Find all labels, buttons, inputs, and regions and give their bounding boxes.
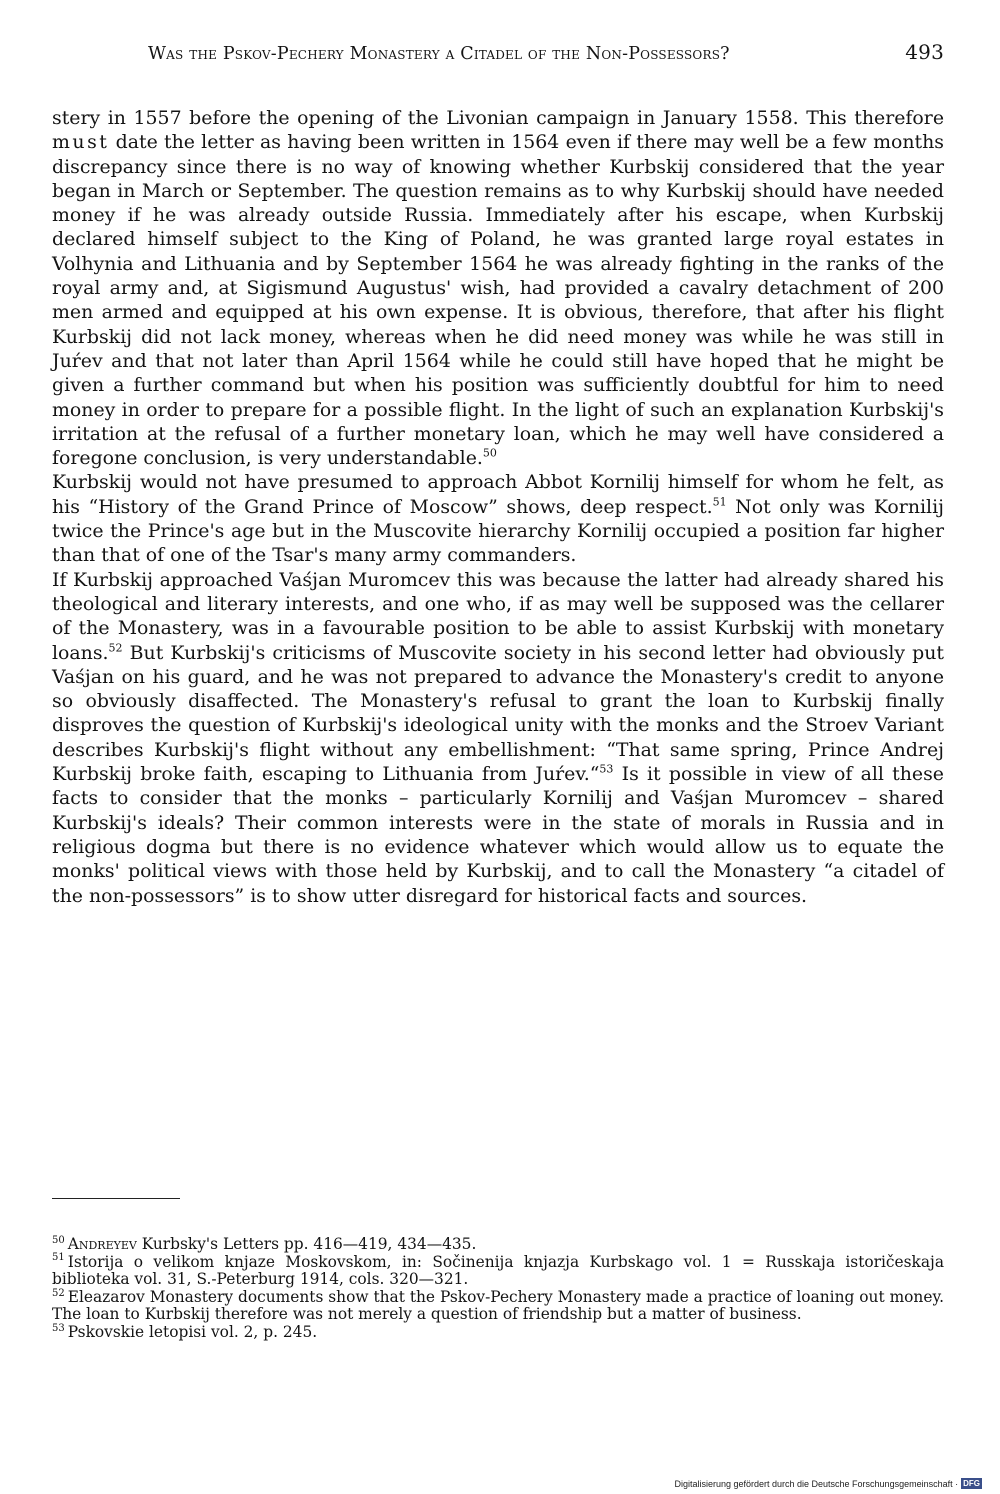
- running-title: Was the Pskov-Pechery Monastery a Citadel of the Non-Possessors?: [148, 44, 730, 64]
- paragraph-1: [52, 106, 944, 470]
- running-head: [52, 40, 944, 82]
- footnote-50: [52, 1236, 944, 1254]
- footnote-53: [52, 1324, 944, 1342]
- body-text: [52, 106, 944, 908]
- footnote-51: [52, 1254, 944, 1289]
- paragraph-2-text-b: Not only was Kornilij twice the Prince's age but in the Muscovite hierarchy Kornilij occupied a position far higher than that of one of the Tsar's many army commanders.: [52, 495, 944, 567]
- paragraph-3: [52, 568, 944, 908]
- paragraph-3-text-b: But Kurbskij's criticisms of Muscovite society in his second letter had obviously put Vaśjan on his guard, and he was not prepared to advance the Monastery's credit to anyone so obviously disaffected. The Monastery's refusal to grant the loan to Kurbskij finally disproves the question of Kurbskij's ideological unity with the monks and the Stroev Variant describes Kurbskij's flight without any embellishment: “That same spring, Prince Andrej Kurbskij broke faith, escaping to Lithuania from Juŕev.“: [52, 641, 944, 786]
- footnotes: [52, 1236, 944, 1342]
- paragraph-2-text-a: Kurbskij would not have presumed to approach Abbot Kornilij himself for whom he felt, as his “History of the Grand Prince of Moscow” shows, deep respect.: [52, 471, 944, 518]
- paragraph-1-emphasis: must: [52, 131, 110, 154]
- footnote-ref-51[interactable]: 51: [712, 495, 727, 509]
- page: [52, 40, 944, 908]
- footnote-ref-52[interactable]: 52: [108, 641, 123, 655]
- paragraph-3-text-c: Is it possible in view of all these facts to consider that the monks – particularly Kornilij and Vaśjan Muromcev – shared Kurbskij's ideals? Their common interests were in the state of morals in Russia and in religious dogma but there is no evidence whatever which would allow us to equate the monks' political views with those held by Kurbskij, and to call the Monastery “a citadel of the non-possessors” is to show utter disregard for historical facts and sources.: [52, 763, 944, 907]
- footnote-text: Istorija o velikom knjaze Moskovskom, in: Sočinenija knjazja Kurbskago vol. 1 = Russkaja istoričeskaja biblioteka vol. 31, S.-Peterburg 1914, cols. 320—321.: [52, 1252, 944, 1289]
- dfg-logo: DFG: [963, 1479, 980, 1488]
- paragraph-3-text-a: If Kurbskij approached Vaśjan Muromcev this was because the latter had already shared his theological and literary interests, and one who, if as may well be supposed was the cellarer of the Monastery, was in a favourable position to be able to assist Kurbskij with monetary loans.: [52, 568, 944, 664]
- footnote-ref-53[interactable]: 53: [599, 762, 614, 776]
- footnote-ref-50[interactable]: 50: [482, 446, 497, 460]
- footnote-text: Pskovskie letopisi vol. 2, p. 245.: [67, 1322, 318, 1341]
- footnote-rule: [52, 1198, 180, 1199]
- page-number: 493: [905, 40, 944, 64]
- footnote-52: [52, 1289, 944, 1324]
- footnote-number: 50: [52, 1234, 65, 1246]
- paragraph-1-text-b: date the letter as having been written in 1564 even if there may well be a few months discrepancy since there is no way of knowing whether Kurbskij considered that the year began in March or September. The question remains as to why Kurbskij should have needed money if he was already outside Russia. Immediately after his escape, when Kurbskij declared himself subject to the King of Poland, he was granted large royal estates in Volhynia and Lithuania and by September 1564 he was already fighting in the ranks of the royal army and, at Sigismund Augustus' wish, had provided a cavalry detachment of 200 men armed and equipped at his own expense. It is obvious, therefore, that after his flight Kurbskij did not lack money, whereas when he did need money was while he was still in Juŕev and that not later than April 1564 while he could still have hoped that he might be given a further command but when his position was sufficiently doubtful for him to need money in order to prepare for a possible flight. In the light of such an explanation Kurbskij's irritation at the refusal of a further monetary loan, which he may well have considered a foregone conclusion, is very understandable.: [52, 131, 944, 470]
- paragraph-1-text-a: stery in 1557 before the opening of the Livonian campaign in January 1558. This therefore: [52, 107, 944, 129]
- footnote-author: Andreyev: [67, 1235, 137, 1253]
- footnote-number: 53: [52, 1322, 65, 1334]
- footnote-text: Eleazarov Monastery documents show that the Pskov-Pechery Monastery made a practice of loaning out money. The loan to Kurbskij therefore was not merely a question of friendship but a matter of business.: [52, 1287, 944, 1324]
- credit-text: Digitalisierung gefördert durch die Deutsche Forschungsgemeinschaft ·: [674, 1478, 959, 1489]
- footnote-number: 51: [52, 1252, 65, 1264]
- digitization-credit: [674, 1478, 982, 1489]
- paragraph-2: [52, 470, 944, 567]
- footnote-text: Kurbsky's Letters pp. 416—419, 434—435.: [136, 1235, 477, 1253]
- footnote-number: 52: [52, 1287, 65, 1299]
